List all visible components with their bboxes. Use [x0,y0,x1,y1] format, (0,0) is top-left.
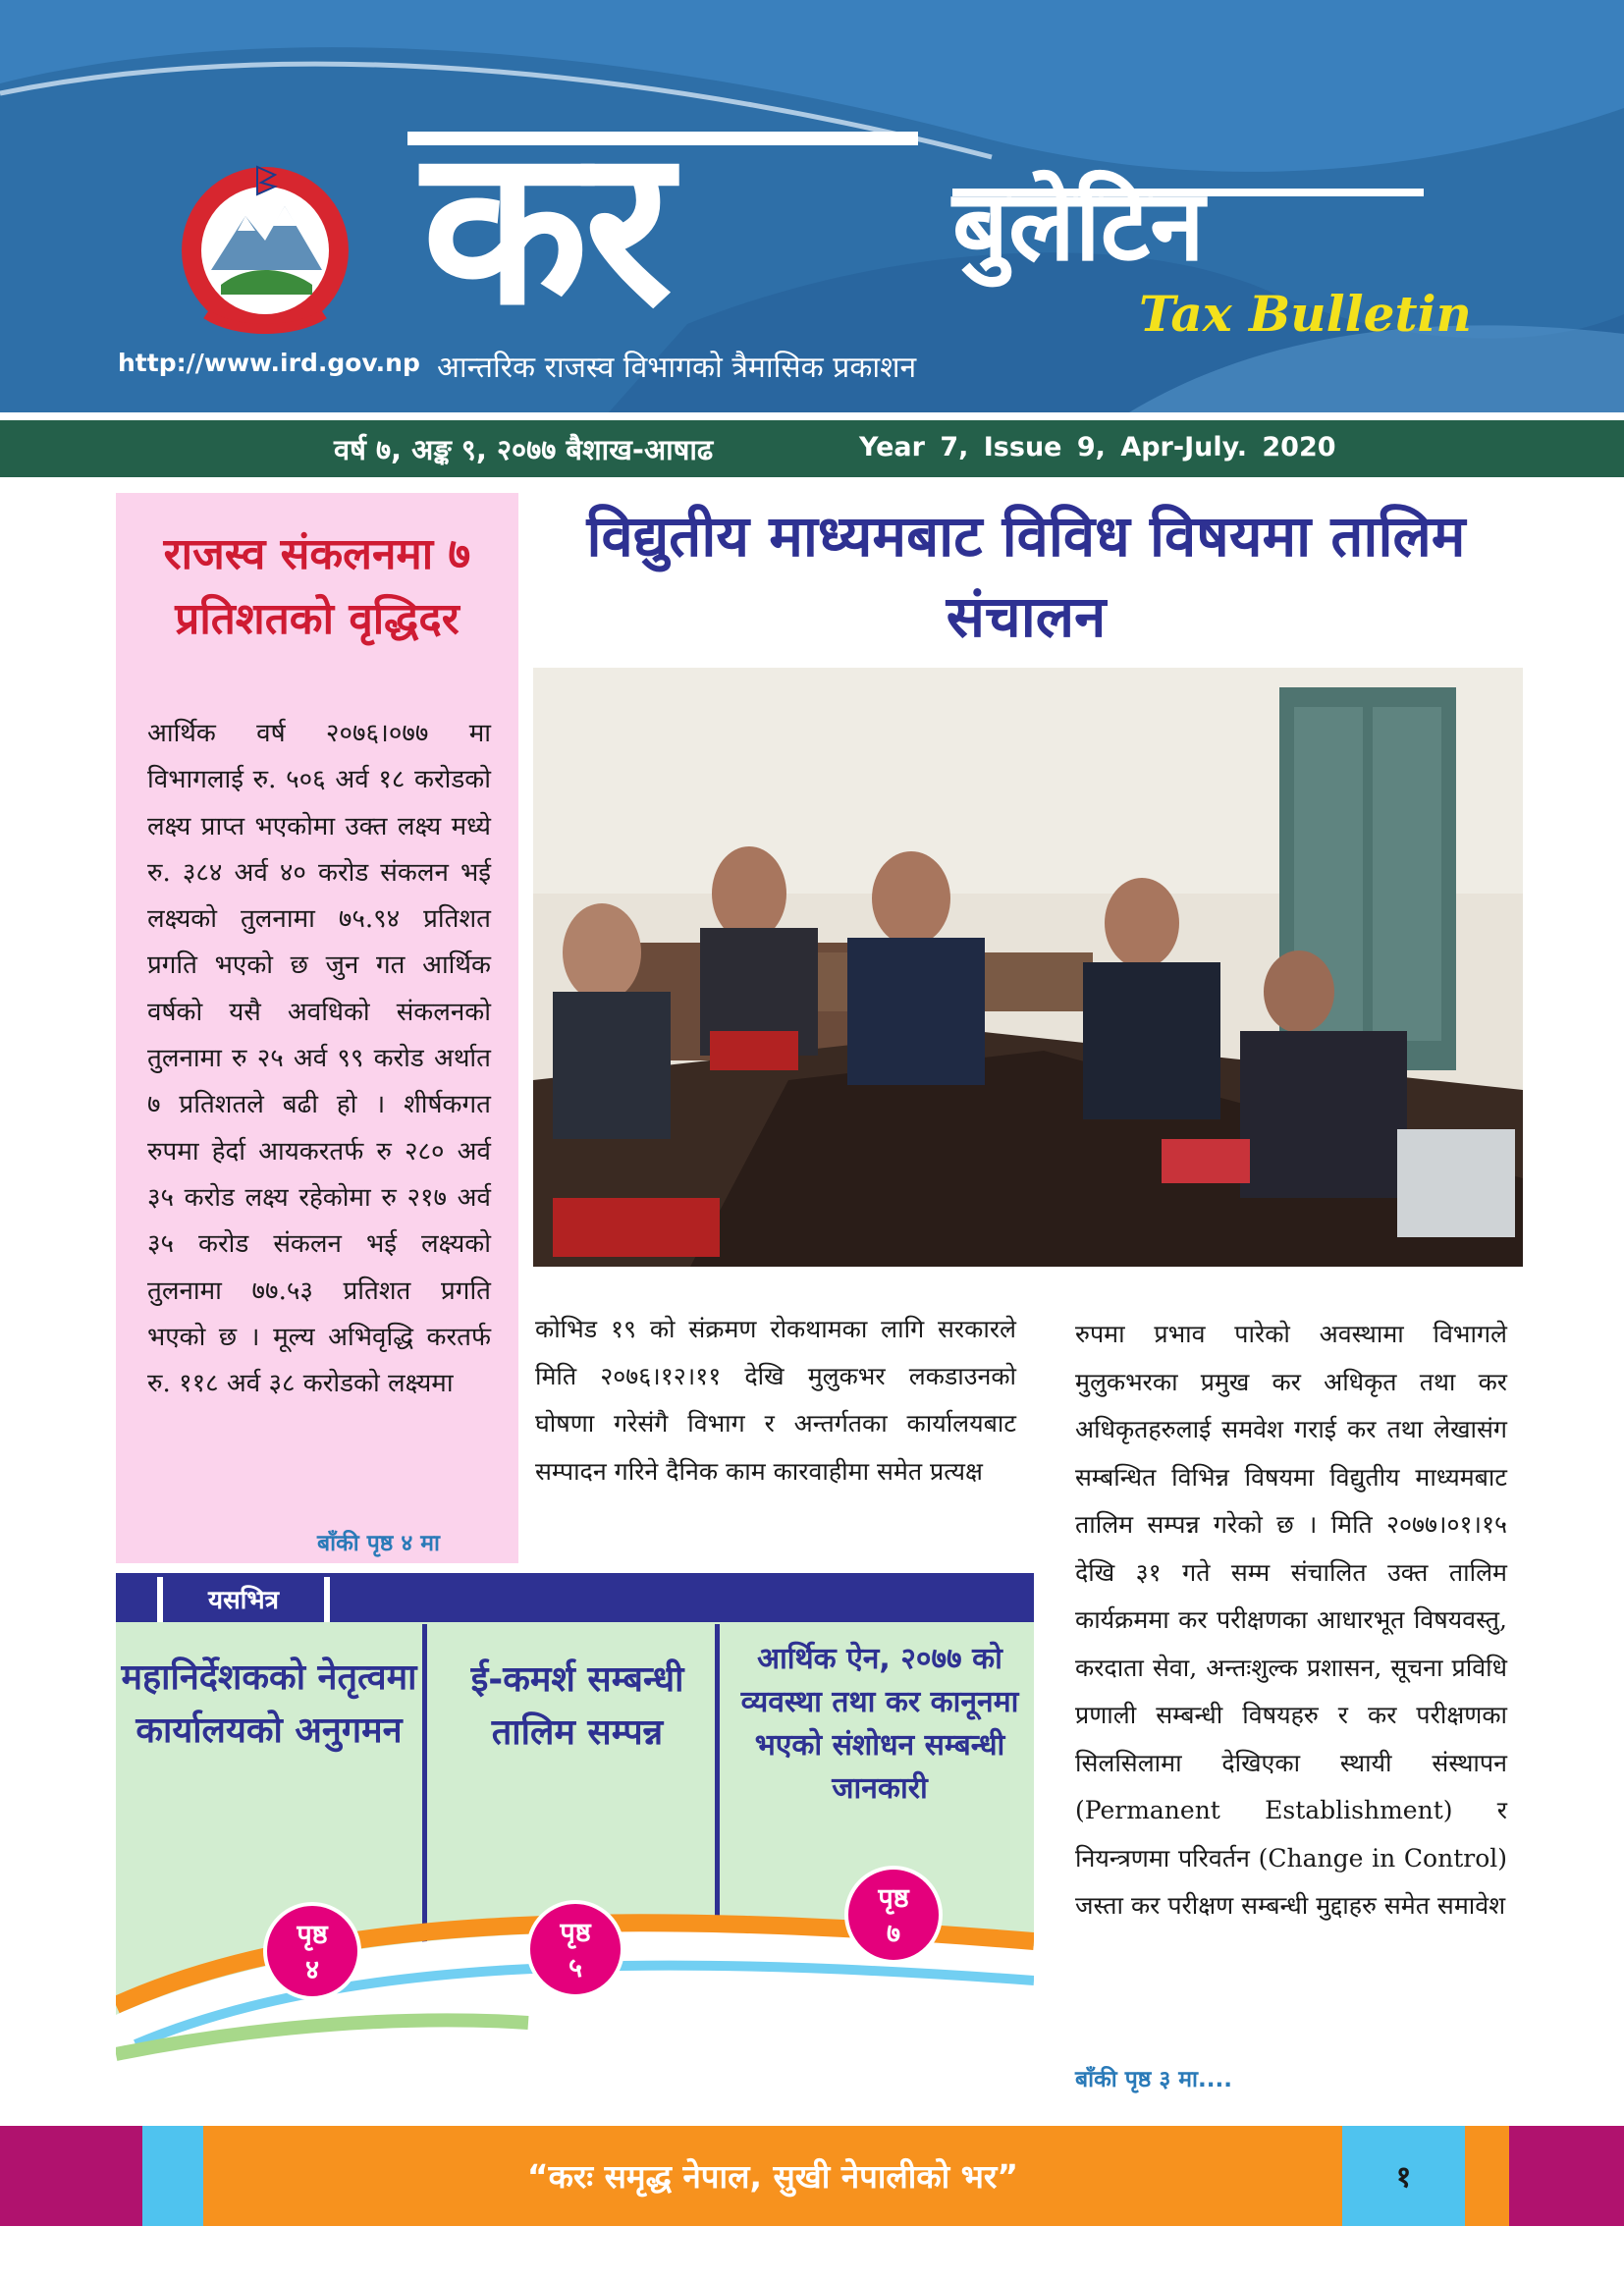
page-badge-label: पृष्ठ [878,1883,909,1914]
inside-this-issue [116,1573,1034,2064]
inside-item-title[interactable]: आर्थिक ऐन, २०७७ को व्यवस्था तथा कर कानूनमा भएको संशोधन सम्बन्धी जानकारी [740,1642,1019,1806]
website-url[interactable]: http://www.ird.gov.np [118,349,420,377]
article-continued-link[interactable]: बाँकी पृष्ठ ३ मा.... [1075,2067,1232,2092]
sidebar-headline: राजस्व संकलनमा ७ प्रतिशतको वृद्धिदर [163,529,471,644]
training-meeting-photo [533,668,1523,1267]
page-badge-number: ५ [568,1953,583,1983]
nepal-emblem-icon [167,147,363,344]
issue-info-nepali: वर्ष ७, अङ्क ९, २०७७ बैशाख-आषाढ [334,433,714,466]
inside-item-title[interactable]: ई-कमर्श सम्बन्धी तालिम सम्पन्न [470,1659,684,1753]
issue-info-english: Year 7, Issue 9, Apr-July. 2020 [859,432,1336,462]
page-badge[interactable] [263,1902,361,2000]
inside-label: यसभित्र [207,1586,280,1615]
page-badge[interactable] [526,1900,624,1998]
page-badge-number: ७ [886,1919,901,1949]
page-badge[interactable] [844,1866,943,1964]
page-number: १ [1395,2160,1412,2195]
masthead-subtitle: आन्तरिक राजस्व विभागको त्रैमासिक प्रकाशन [437,351,917,385]
page-badge-number: ४ [304,1955,320,1985]
article-column-2: रुपमा प्रभाव पारेको अवस्थामा विभागले मुलुकभरका प्रमुख कर अधिकृत तथा कर अधिकृतहरुलाई समवेश गराई कर तथा लेखासंग सम्बन्धित विभिन्न विषयमा विद्युतीय माध्यमबाट तालिम सम्पन्न गरेको छ । मिति २०७७।०१।१५ देखि ३१ गते सम्म संचालित उक्त तालिम कार्यक्रममा कर परीक्षणका आधारभूत विषयवस्तु, करदाता सेवा, अन्तःशुल्क प्रशासन, सूचना प्रविधि प्रणाली सम्बन्धी विषयहरु र कर परीक्षणका सिलसिलामा देखिएका स्थायी संस्थापन (Permanent Establishment) र नियन्त्रणमा परिवर्तन (Change in Control) जस्ता कर परीक्षण सम्बन्धी मुद्दाहरु समेत समावेश [1075,1320,1507,1920]
revenue-sidebar [116,493,518,1563]
page-badge-label: पृष्ठ [297,1920,328,1950]
issue-bar [0,420,1624,477]
main-headline: विद्युतीय माध्यमबाट विविध विषयमा तालिम संचालन [586,503,1466,650]
masthead-title: कर [422,98,669,353]
inside-item-title[interactable]: महानिर्देशकको नेतृत्वमा कार्यालयको अनुगमन [121,1657,417,1751]
footer-stripe [142,2126,203,2226]
masthead [0,0,1624,412]
footer-stripe [0,2126,142,2226]
page-badge-label: पृष्ठ [560,1918,591,1948]
footer-stripe [1509,2126,1624,2226]
sidebar-continued-link[interactable]: बाँकी पृष्ठ ४ मा [317,1531,441,1556]
footer-band [0,2126,1624,2226]
sidebar-article-text: आर्थिक वर्ष २०७६।०७७ मा विभागलाई रु. ५०६ अर्व १८ करोडको लक्ष्य प्राप्त भएकोमा उक्त लक्ष्य मध्ये रु. ३८४ अर्व ४० करोड संकलन भई लक्ष्यको तुलनामा ७५.९४ प्रतिशत प्रगति भएको छ जुन गत आर्थिक वर्षको यसै अवधिको संकलनको तुलनामा रु २५ अर्व ९९ करोड अर्थात ७ प्रतिशतले बढी हो । शीर्षकगत रुपमा हेर्दा आयकरतर्फ रु २८० अर्व ३५ करोड लक्ष्य रहेकोमा रु २१७ अर्व ३५ करोड संकलन भई लक्ष्यको तुलनामा ७७.५३ प्रतिशत प्रगति भएको छ । मूल्य अभिवृद्धि करतर्फ रु. ११८ अर्व ३८ करोडको लक्ष्यमा [147,719,491,1399]
article-column-1: कोभिड १९ को संक्रमण रोकथामका लागि सरकारले मिति २०७६।१२।११ देखि मुलुकभर लकडाउनको घोषणा गरेसंगै विभाग र अन्तर्गतका कार्यालयबाट सम्पादन गरिने दैनिक काम कारवाहीमा समेत प्रत्यक्ष [535,1315,1016,1486]
masthead-title-english: Tax Bulletin [1139,285,1472,343]
footer-slogan: “करः समृद्ध नेपाल, सुखी नेपालीको भर” [526,2157,1019,2196]
masthead-bulletin: बुलेटिन [952,168,1205,283]
footer-stripe [1465,2126,1509,2226]
